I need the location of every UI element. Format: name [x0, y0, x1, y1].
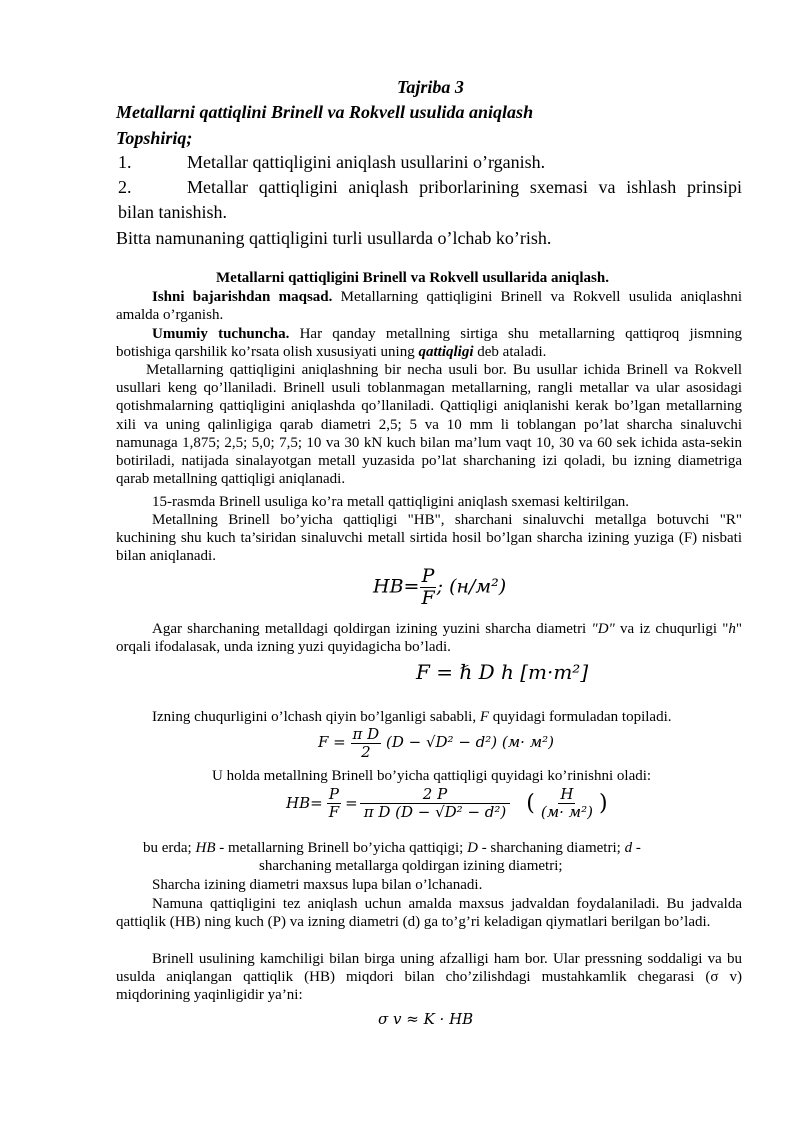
task-1-number: 1. — [118, 152, 132, 172]
task-1-text: Metallar qattiqligini aniqlash usullarini o’rganish. — [187, 152, 546, 172]
task-2-text: Metallar qattiqligini aniqlash priborlarining sxemasi va ishlash prinsipi — [187, 177, 742, 197]
experiment-number: Tajriba 3 — [397, 77, 464, 97]
area-intro: Agar sharchaning metalldagi qoldirgan izining yuzini sharcha diametri "D" va iz chuqurligi "h" orqali ifodalasak, unda izning yuzi quyidagicha bo’ladi. — [116, 621, 742, 656]
hb-result-intro: U holda metallning Brinell bo’yicha qattiqligi quyidagi ko’rinishni oladi: — [212, 768, 652, 784]
methods-paragraph: Metallarning qattiqligini aniqlashning bir necha usuli bor. Bu usullar ichida Brinell va Rokvell usullari keng qo’llaniladi. Brinell usuli toblanmagan metallarning, rangli metallar va ular asosidagi qotishmalarning qattiqligini aniqlashda qo’llaniladi. Qattiqligi aniqlanishi kerak bo’lgan metallarning xili va uning qalinligiga qarab diametri 2,5; 5 va 10 mm li toblangan po’lat sharcha sinaluvchi namunaga 1,875; 2,5; 5,0; 7,5; 10 va 30 kN kuch bilan ma’lum vaqt 10, 30 va 60 sek ichida asta-sekin botiriladi, natijada sinalayotgan metall yuzasida po’lat sharchaning izi qoladi, bu izning diametriga qarab metallning qattiqligi aniqlanadi. — [116, 362, 742, 488]
figure-reference: 15-rasmda Brinell usuliga ko’ra metall qattiqligini aniqlash sxemasi keltirilgan. — [152, 494, 629, 510]
lupa-paragraph: Sharcha izining diametri maxsus lupa bilan o’lchanadi. — [152, 877, 483, 893]
concept-end: deb ataladi. — [473, 344, 547, 361]
hb-definition: Metallning Brinell bo’yicha qattiqligi "HB", sharchani sinaluvchi metallga botuvchi "R" kuchining shu kuch ta’siridan sinaluvchi metall sirtida hosil bo’lgan sharcha izining yuziga (F) nisbati bilan aniqlanadi. — [116, 512, 742, 565]
concept-paragraph — [116, 325, 742, 361]
task-label: Topshiriq; — [116, 128, 193, 148]
formula-hb-full: HB= $\frac{P}{F}$ = $\frac{2 P}{\text{π D (D − √D² − d²)}}$ ( $\frac{H}{\text{(м· м²)}}$ ) — [286, 785, 608, 821]
concept-term: qattiqligi — [418, 344, 474, 361]
task-2-continuation: bilan tanishish. — [118, 202, 227, 222]
where-line-1: bu erda; HB - metallarning Brinell bo’yicha qattiqigi; D - sharchaning diametri; d - — [143, 840, 641, 856]
where-line-2: sharchaning metallarga qoldirgan izining diametri; — [259, 858, 563, 874]
table-paragraph: Namuna qattiqligini tez aniqlash uchun amalda maxsus jadvaldan foydalaniladi. Bu jadvalda qattiqlik (HB) ning kuch (P) va izning diametri (d) ga to’g’ri keladigan qiymatlari berilgan bo’ladi. — [116, 896, 742, 931]
concept-text: Har qanday metallning sirtiga shu metallarning qattiqroq jismning botishiga qarshilik ko’rsata olish xususiyati uning — [116, 326, 742, 361]
concept-label: Umumiy tuchuncha. — [152, 326, 290, 342]
aim-paragraph — [116, 288, 742, 324]
formula-hb-definition: HB= $\frac{P}{F}$ ; (н/м²) — [373, 565, 507, 609]
formula-area-diameter: F = $\frac{\text{π D}}{2}$ (D − √D² − d²) (м· м²) — [318, 725, 555, 761]
aim-text: Metallarning qattiqligini Brinell va Rokvell usulida aniqlashni amalda o’rganish. — [116, 289, 742, 324]
formula-area: F = ℏ D h [m·m²] — [416, 660, 589, 684]
depth-intro: Izning chuqurligini o’lchash qiyin bo’lganligi sababli, F quyidagi formuladan topiladi. — [152, 709, 672, 725]
aim-label: Ishni bajarishdan maqsad. — [152, 289, 333, 305]
section-heading: Metallarni qattiqligini Brinell va Rokvell usullarida aniqlash. — [216, 270, 609, 286]
document-title: Metallarni qattiqlini Brinell va Rokvell usulida aniqlash — [116, 102, 534, 122]
advantage-paragraph: Brinell usulining kamchiligi bilan birga uning afzalligi ham bor. Ular pressning soddaligi va bu usulda aniqlangan qattiqlik (HB) miqdori bilan cho’zilishdagi mustahkamlik chegarasi (σ v) miqdorining yaqinligidir ya’ni: — [116, 951, 742, 1004]
formula-strength: σ v ≈ K · HB — [378, 1010, 474, 1028]
extra-task: Bitta namunaning qattiqligini turli usullarda o’lchab ko’rish. — [116, 228, 552, 248]
task-2-number: 2. — [118, 177, 132, 197]
